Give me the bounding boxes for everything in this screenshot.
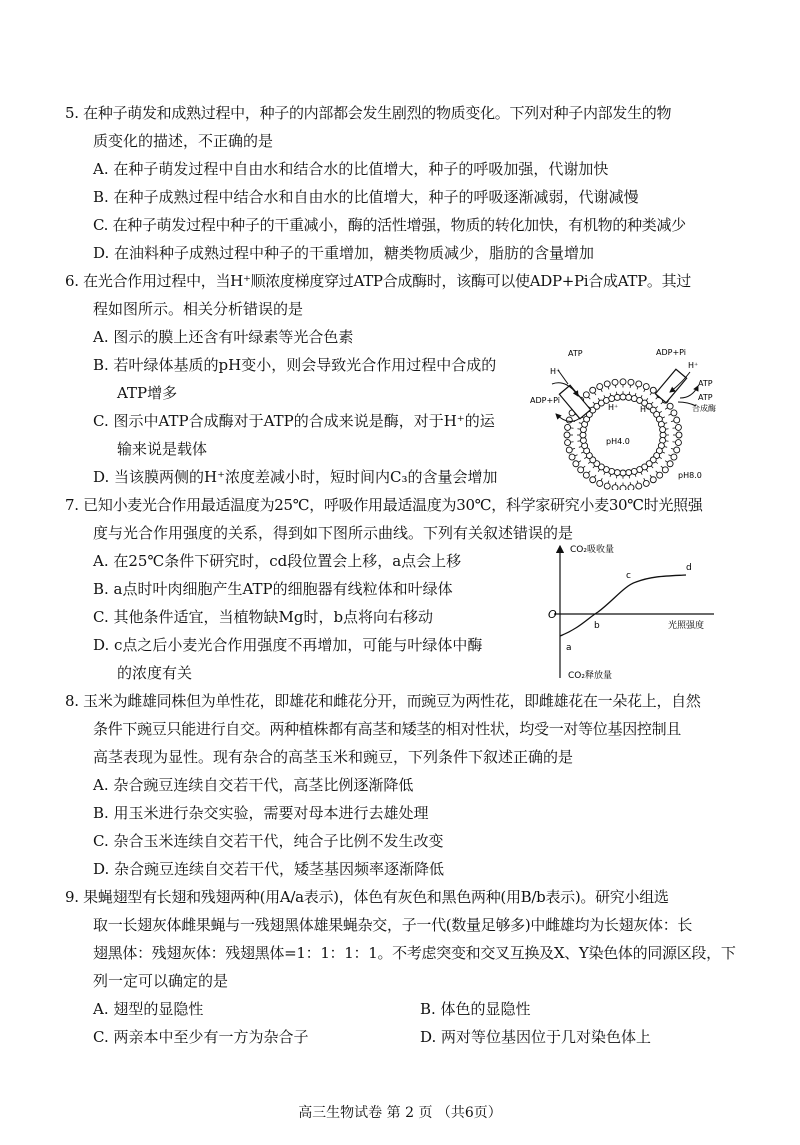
q5-option-d: D. 在油料种子成熟过程中种子的干重增加，糖类物质减少，脂肪的含量增加	[93, 244, 595, 262]
fig-enzyme-label2: 合成酶	[692, 404, 716, 413]
q9-stem-line2: 取一长翅灰体雌果蝇与一残翅黑体雄果蝇杂交，子一代(数量足够多)中雌雄均为长翅灰体：长	[93, 916, 693, 934]
atp-synthase-right	[655, 369, 698, 406]
q9-option-d: D. 两对等位基因位于几对染色体上	[420, 1028, 652, 1046]
q6-option-d: D. 当该膜两侧的H⁺浓度差减小时，短时间内C₃的含量会增加	[93, 468, 498, 486]
lipid-head	[566, 417, 572, 423]
q6-option-a: A. 图示的膜上还含有叶绿素等光合色素	[93, 328, 354, 346]
fig-ph-inner: pH4.0	[606, 437, 630, 446]
lipid-head	[643, 384, 649, 390]
lipid-head	[620, 470, 626, 476]
q8-option-a: A. 杂合豌豆连续自交若干代，高茎比例逐渐降低	[93, 776, 414, 794]
fig-h-left: H⁺	[550, 367, 561, 376]
lipid-head	[564, 432, 570, 438]
lipid-head	[620, 485, 626, 490]
point-b: b	[594, 621, 600, 631]
q6-stem-line1: 6. 在光合作用过程中，当H⁺顺浓度梯度穿过ATP合成酶时，该酶可以使ADP+Pi合成ATP。其过	[65, 272, 692, 290]
lipid-head	[631, 468, 637, 474]
q7-option-d-line1: D. c点之后小麦光合作用强度不再增加，可能与叶绿体中酶	[93, 636, 483, 654]
lipid-head	[657, 472, 663, 478]
fig-h-right: H⁺	[688, 361, 699, 370]
lipid-head	[662, 467, 668, 473]
lipid-head	[628, 379, 634, 385]
lipid-head	[569, 454, 575, 460]
point-c: c	[626, 571, 631, 581]
q5-stem-line2: 质变化的描述，不正确的是	[93, 132, 274, 150]
q7-option-b: B. a点时叶肉细胞产生ATP的细胞器有线粒体和叶绿体	[93, 580, 453, 598]
q5-option-a: A. 在种子萌发过程中自由水和结合水的比值增大，种子的呼吸加强，代谢加快	[93, 160, 609, 178]
q6-option-c-line1: C. 图示中ATP合成酶对于ATP的合成来说是酶，对于H⁺的运	[93, 412, 495, 430]
lipid-head	[612, 485, 618, 490]
q5-option-b: B. 在种子成熟过程中结合水和自由水的比值增大，种子的呼吸逐渐减弱，代谢减慢	[93, 188, 639, 206]
lipid-head	[590, 387, 596, 393]
q8-option-c: C. 杂合玉米连续自交若干代，纯合子比例不发生改变	[93, 832, 444, 850]
lipid-head	[674, 447, 680, 453]
fig-atp-right: ATP	[698, 379, 713, 388]
q6-option-b-line2: ATP增多	[117, 384, 178, 402]
lipid-head	[565, 424, 571, 430]
q7-option-d-line2: 的浓度有关	[117, 664, 193, 682]
lipid-head	[636, 381, 642, 387]
lipid-head	[620, 394, 626, 400]
q8-stem-line1: 8. 玉米为雌雄同株但为单性花，即雄花和雌花分开，而豌豆为两性花，即雌雄花在一朵花上，自然	[65, 692, 701, 710]
lipid-head	[667, 403, 673, 409]
light-curve-figure	[540, 540, 720, 680]
lipid-head	[612, 379, 618, 385]
lipid-head	[636, 483, 642, 489]
q9-option-b: B. 体色的显隐性	[420, 1000, 531, 1018]
x-axis-label: 光照强度	[668, 621, 705, 631]
lipid-head	[597, 384, 603, 390]
lipid-head	[667, 461, 673, 467]
lipid-head	[583, 392, 589, 398]
q8-stem-line3: 高茎表现为显性。现有杂合的高茎玉米和豌豆，下列条件下叙述正确的是	[93, 748, 574, 766]
lipid-head	[650, 387, 656, 393]
q9-stem-line3: 翅黑体：残翅灰体：残翅黑体=1：1：1：1。不考虑突变和交叉互换及X、Y染色体的同源区段，下	[93, 944, 736, 962]
lipid-head	[675, 424, 681, 430]
q8-stem-line2: 条件下豌豆只能进行自交。两种植株都有高茎和矮茎的相对性状，均受一对等位基因控制且	[93, 720, 682, 738]
q8-option-d: D. 杂合豌豆连续自交若干代，矮茎基因频率逐渐降低	[93, 860, 445, 878]
y-bottom-label: CO₂释放量	[568, 671, 612, 680]
fig-adp-right: ADP+Pi	[656, 348, 687, 357]
lipid-head	[650, 477, 656, 483]
fig-enzyme-label: ATP	[698, 393, 713, 402]
q5-stem-line1: 5. 在种子萌发和成熟过程中，种子的内部都会发生剧烈的物质变化。下列对种子内部发生的物	[65, 104, 672, 122]
lipid-head	[671, 454, 677, 460]
fig-h-inner-left: H⁺	[608, 403, 619, 412]
lipid-head	[604, 381, 610, 387]
point-a: a	[566, 643, 572, 653]
y-top-label: CO₂吸收量	[570, 545, 614, 555]
lipid-head	[614, 394, 620, 400]
lipid-head	[573, 461, 579, 467]
lipid-head	[566, 447, 572, 453]
q9-option-a: A. 翅型的显隐性	[93, 1000, 204, 1018]
q6-stem-line2: 程如图所示。相关分析错误的是	[93, 300, 304, 318]
lipid-head	[597, 480, 603, 486]
q7-option-c: C. 其他条件适宜，当植物缺Mg时，b点将向右移动	[93, 608, 434, 626]
lipid-head	[583, 472, 589, 478]
fig-ph-outer: pH8.0	[678, 471, 702, 480]
q9-stem-line4: 列一定可以确定的是	[93, 972, 229, 990]
q9-stem-line1: 9. 果蝇翅型有长翅和残翅两种(用A/a表示)，体色有灰色和黑色两种(用B/b表示)。研究小组选	[65, 888, 669, 906]
q7-stem-line1: 7. 已知小麦光合作用最适温度为25℃，呼吸作用最适温度为30℃，科学家研究小麦30℃时光照强	[65, 496, 703, 514]
lipid-head	[628, 485, 634, 490]
lipid-head	[675, 440, 681, 446]
q5-option-c: C. 在种子萌发过程中种子的干重减小，酶的活性增强，物质的转化加快，有机物的种类减少	[93, 216, 686, 234]
fig-adp-left: ADP+Pi	[530, 396, 561, 405]
lipid-head	[643, 480, 649, 486]
q8-option-b: B. 用玉米进行杂交实验，需要对母本进行去雄处理	[93, 804, 429, 822]
lipid-head	[620, 379, 626, 385]
fig-h-inner-right: H⁺	[640, 405, 651, 414]
atp-synthase-figure	[528, 340, 718, 490]
q7-stem-line2: 度与光合作用强度的关系，得到如下图所示曲线。下列有关叙述错误的是	[93, 524, 574, 542]
page-footer: 高三生物试卷 第 2 页 （共6页）	[298, 1105, 502, 1121]
lipid-head	[565, 440, 571, 446]
lipid-head	[676, 432, 682, 438]
lipid-head	[626, 470, 632, 476]
lipid-head	[674, 417, 680, 423]
lipid-head	[609, 396, 615, 402]
lipid-head	[660, 427, 666, 433]
lipid-head	[604, 483, 610, 489]
q7-option-a: A. 在25℃条件下研究时，cd段位置会上移，a点会上移	[93, 552, 462, 570]
lipid-head	[671, 410, 677, 416]
q6-option-b-line1: B. 若叶绿体基质的pH变小，则会导致光合作用过程中合成的	[93, 356, 497, 374]
lipid-head	[590, 477, 596, 483]
origin-label: O	[548, 608, 557, 621]
fig-atp-left: ATP	[568, 349, 583, 358]
q6-option-c-line2: 输来说是载体	[117, 440, 208, 458]
lipid-head	[614, 470, 620, 476]
q9-option-c: C. 两亲本中至少有一方为杂合子	[93, 1028, 309, 1046]
lipid-head	[626, 394, 632, 400]
point-d: d	[686, 563, 692, 573]
lipid-head	[578, 467, 584, 473]
